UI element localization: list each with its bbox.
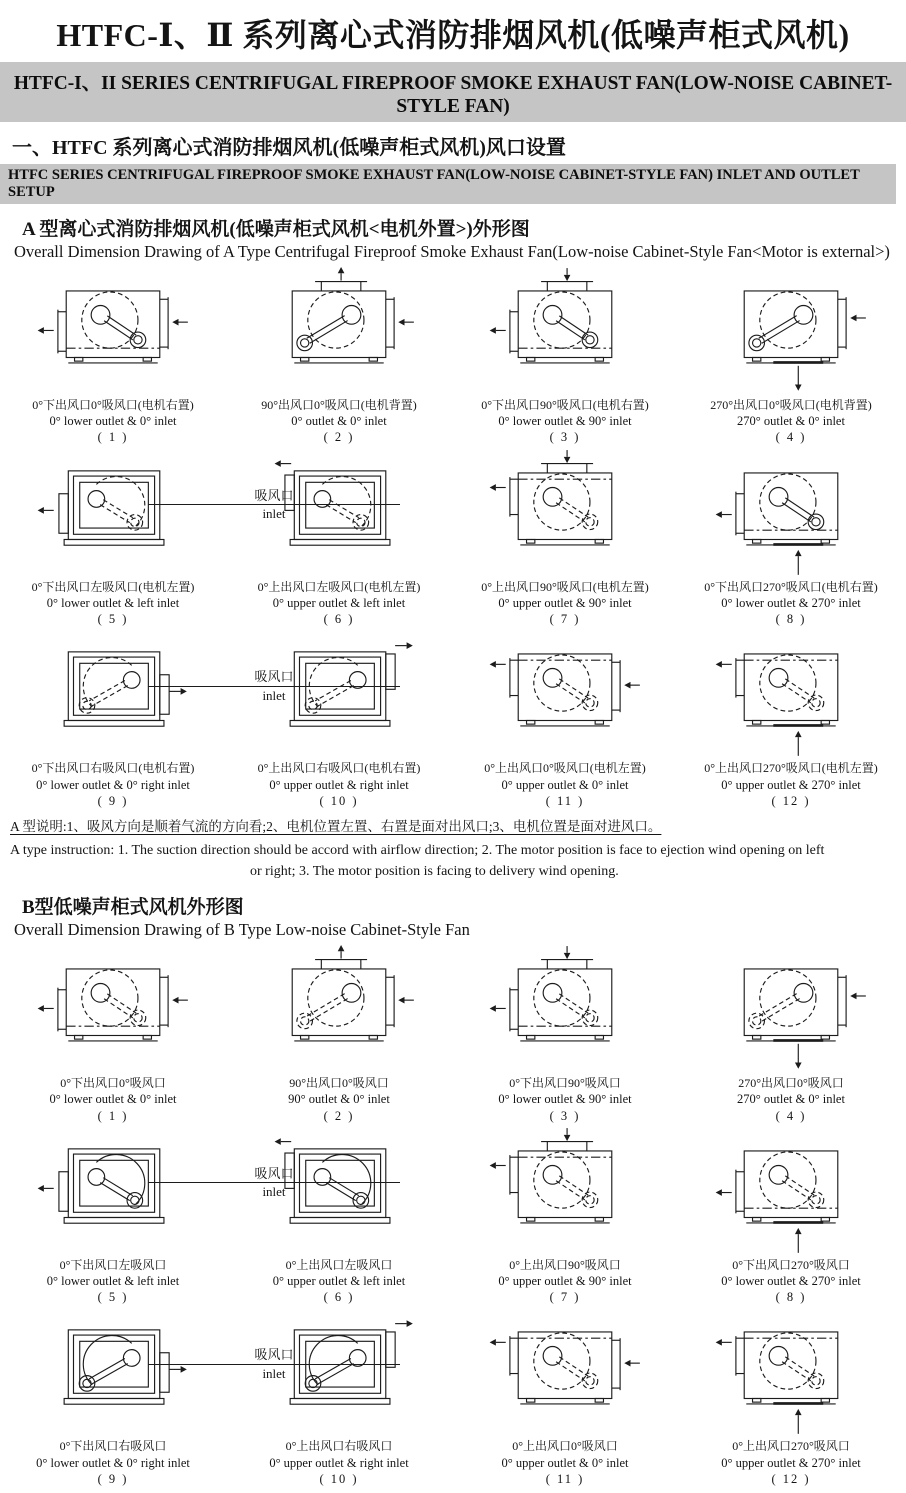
fan-diagram [487, 448, 643, 579]
fan-diagram [261, 448, 417, 579]
figure-number: ( 4 ) [775, 430, 807, 445]
caption-en: 0° upper outlet & 270° inlet [721, 1455, 861, 1470]
fan-diagram [713, 1307, 869, 1438]
figure-number: ( 4 ) [775, 1108, 807, 1123]
caption-cn: 90°出风口0°吸风口(电机背置) [261, 398, 417, 412]
diagram-row [0, 446, 906, 628]
fan-diagram [713, 629, 869, 760]
fan-diagram [713, 448, 869, 579]
fan-diagram [35, 266, 191, 397]
fan-config-cell [226, 627, 452, 809]
caption-en: 0° upper outlet & left inlet [272, 1273, 406, 1288]
fan-config-cell [226, 942, 452, 1124]
caption-cn: 0°下出风口右吸风口(电机右置) [31, 761, 195, 776]
inlet-label-cn: 吸风口 [254, 1165, 294, 1181]
section-b-heading-en: Overall Dimension Drawing of B Type Low-noise Cabinet-Style Fan [14, 920, 470, 940]
fan-config-cell [0, 627, 226, 809]
caption-cn: 270°出风口0°吸风口(电机背置) [710, 398, 872, 412]
inlet-label-en: inlet [262, 687, 286, 703]
a-type-note-en-line1: A type instruction: 1. The suction direction should be accord with airflow direction; 2. The motor position is face to ejection wind opening on left [10, 843, 825, 859]
fan-diagram [713, 944, 869, 1075]
figure-number: ( 7 ) [549, 1290, 581, 1305]
caption-cn: 0°上出风口右吸风口 [285, 1439, 393, 1454]
section-heading-cn: 一、HTFC 系列离心式消防排烟风机(低噪声柜式风机)风口设置 [12, 137, 566, 159]
figure-number: ( 9 ) [97, 793, 129, 808]
fan-config-cell [452, 1305, 678, 1487]
caption-en: 0° lower outlet & 270° inlet [721, 595, 861, 610]
diagram-row [0, 1305, 906, 1487]
caption-en: 0° lower outlet & left inlet [46, 1273, 180, 1288]
figure-number: ( 8 ) [775, 1290, 807, 1305]
fan-config-cell [226, 446, 452, 628]
series-banner-text: HTFC-I、II SERIES CENTRIFUGAL FIREPROOF SMOKE EXHAUST FAN(LOW-NOISE CABINET-STYLE FAN) [13, 72, 893, 117]
caption-cn: 270°出风口0°吸风口 [738, 1076, 844, 1091]
caption-cn: 0°下出风口270°吸风口 [732, 1257, 850, 1272]
caption-cn: 0°上出风口270°吸风口(电机左置) [704, 761, 878, 776]
fan-diagram [35, 1126, 191, 1257]
figure-number: ( 6 ) [323, 1290, 355, 1305]
section-a-heading-cn: A 型离心式消防排烟风机(低噪声柜式风机<电机外置>)外形图 [22, 219, 530, 240]
figure-number: ( 12 ) [771, 1471, 811, 1486]
caption-en: 0° lower outlet & 270° inlet [721, 1273, 861, 1288]
caption-en: 0° upper outlet & right inlet [269, 777, 409, 792]
caption-cn: 0°下出风口0°吸风口(电机右置) [32, 398, 194, 412]
fan-config-cell [678, 446, 904, 628]
caption-en: 0° lower outlet & 0° inlet [49, 414, 177, 429]
figure-number: ( 11 ) [545, 1471, 585, 1486]
caption-cn: 0°上出风口90°吸风口 [509, 1257, 621, 1272]
fan-config-cell [452, 942, 678, 1124]
caption-cn: 0°下出风口90°吸风口(电机右置) [481, 398, 649, 412]
caption-en: 0° upper outlet & right inlet [269, 1455, 409, 1470]
inlet-label-en: inlet [262, 1366, 286, 1382]
fan-config-cell [452, 1124, 678, 1306]
figure-number: ( 2 ) [323, 1108, 355, 1123]
figure-number: ( 2 ) [323, 430, 355, 445]
fan-diagram [487, 629, 643, 760]
figure-number: ( 3 ) [549, 430, 581, 445]
fan-diagram [35, 1307, 191, 1438]
caption-en: 0° upper outlet & 270° inlet [721, 777, 861, 792]
figure-number: ( 8 ) [775, 612, 807, 627]
fan-config-cell [226, 264, 452, 446]
caption-cn: 0°上出风口270°吸风口 [732, 1439, 850, 1454]
figure-number: ( 12 ) [771, 793, 811, 808]
caption-cn: 0°上出风口右吸风口(电机右置) [257, 761, 421, 776]
fan-diagram [261, 944, 417, 1075]
caption-cn: 0°上出风口0°吸风口(电机左置) [484, 761, 646, 776]
fan-config-cell [452, 446, 678, 628]
caption-cn: 0°下出风口右吸风口 [59, 1439, 167, 1454]
caption-en: 0° upper outlet & 0° inlet [501, 777, 629, 792]
fan-config-cell [678, 627, 904, 809]
series-banner [0, 62, 906, 122]
fan-diagram [487, 1307, 643, 1438]
caption-en: 0° lower outlet & 0° right inlet [36, 1455, 190, 1470]
figure-number: ( 7 ) [549, 612, 581, 627]
caption-cn: 0°下出风口270°吸风口(电机右置) [704, 579, 878, 594]
caption-en: 0° lower outlet & left inlet [46, 595, 180, 610]
page-title: HTFC-Ⅰ、Ⅱ 系列离心式消防排烟风机(低噪声柜式风机) [56, 17, 850, 53]
caption-cn: 0°上出风口0°吸风口 [512, 1439, 618, 1454]
fan-diagram [261, 266, 417, 397]
fan-diagram [487, 944, 643, 1075]
caption-en: 0° lower outlet & 90° inlet [498, 1092, 632, 1107]
caption-en: 0° upper outlet & 0° inlet [501, 1455, 629, 1470]
fan-diagram [35, 629, 191, 760]
fan-config-cell [0, 264, 226, 446]
figure-number: ( 1 ) [97, 1108, 129, 1123]
fan-diagram [487, 1126, 643, 1257]
figure-number: ( 10 ) [319, 793, 359, 808]
figure-number: ( 1 ) [97, 430, 129, 445]
caption-cn: 0°下出风口0°吸风口 [60, 1076, 166, 1091]
a-type-note [10, 815, 906, 882]
fan-config-cell [678, 942, 904, 1124]
diagram-row [0, 627, 906, 809]
caption-en: 0° lower outlet & 0° inlet [49, 1092, 177, 1107]
figure-number: ( 5 ) [97, 1290, 129, 1305]
fan-diagram [261, 1307, 417, 1438]
caption-en: 0° upper outlet & left inlet [272, 595, 406, 610]
fan-diagram [35, 944, 191, 1075]
a-type-note-en [10, 840, 906, 882]
inlet-label-en: inlet [262, 1184, 286, 1200]
section-a-diagram-grid [0, 264, 906, 809]
fan-diagram [261, 1126, 417, 1257]
fan-config-cell [678, 1305, 904, 1487]
section-a [0, 214, 906, 882]
fan-config-cell [226, 1124, 452, 1306]
caption-en: 0° lower outlet & 90° inlet [498, 414, 632, 429]
figure-number: ( 6 ) [323, 612, 355, 627]
caption-cn: 0°下出风口90°吸风口 [509, 1076, 621, 1091]
figure-number: ( 5 ) [97, 612, 129, 627]
caption-cn: 0°下出风口左吸风口 [59, 1257, 167, 1272]
inlet-label-cn: 吸风口 [254, 487, 294, 503]
inlet-label-en: inlet [262, 506, 286, 522]
caption-en: 270° outlet & 0° inlet [737, 414, 845, 429]
a-type-note-en-line2: or right; 3. The motor position is facing to delivery wind opening. [250, 864, 619, 880]
fan-config-cell [0, 446, 226, 628]
caption-en: 0° upper outlet & 90° inlet [498, 1273, 632, 1288]
section-b-diagram-grid [0, 942, 906, 1487]
fan-config-cell [452, 627, 678, 809]
caption-cn: 0°上出风口左吸风口 [285, 1257, 393, 1272]
caption-cn: 0°上出风口左吸风口(电机左置) [257, 579, 421, 594]
caption-cn: 0°下出风口左吸风口(电机左置) [31, 579, 195, 594]
caption-en: 0° lower outlet & 0° right inlet [36, 777, 190, 792]
caption-en: 0° outlet & 0° inlet [291, 414, 387, 429]
fan-diagram [713, 266, 869, 397]
a-type-note-cn: A 型说明:1、吸风方向是顺着气流的方向看;2、电机位置左置、右置是面对出风口;3、电机位置是面对进风口。 [10, 819, 662, 835]
diagram-row [0, 1124, 906, 1306]
fan-diagram [713, 1126, 869, 1257]
fan-config-cell [226, 1305, 452, 1487]
caption-cn: 90°出风口0°吸风口 [289, 1076, 389, 1091]
fan-diagram [35, 448, 191, 579]
fan-config-cell [0, 942, 226, 1124]
fan-diagram [487, 266, 643, 397]
inlet-label-cn: 吸风口 [254, 669, 294, 685]
fan-config-cell [678, 1124, 904, 1306]
fan-config-cell [452, 264, 678, 446]
figure-number: ( 10 ) [319, 1471, 359, 1486]
fan-diagram [261, 629, 417, 760]
section-b [0, 892, 906, 1487]
caption-en: 90° outlet & 0° inlet [288, 1092, 390, 1107]
figure-number: ( 3 ) [549, 1108, 581, 1123]
caption-cn: 0°上出风口90°吸风口(电机左置) [481, 579, 649, 594]
figure-number: ( 11 ) [545, 793, 585, 808]
fan-config-cell [678, 264, 904, 446]
inlet-label-cn: 吸风口 [254, 1347, 294, 1363]
fan-config-cell [0, 1124, 226, 1306]
fan-config-cell [0, 1305, 226, 1487]
section-banner-text: HTFC SERIES CENTRIFUGAL FIREPROOF SMOKE EXHAUST FAN(LOW-NOISE CABINET-STYLE FAN) INLET AND OUTLET SETUP [8, 167, 860, 200]
figure-number: ( 9 ) [97, 1471, 129, 1486]
section-banner [0, 164, 896, 204]
diagram-row [0, 264, 906, 446]
caption-en: 270° outlet & 0° inlet [737, 1092, 845, 1107]
diagram-row [0, 942, 906, 1124]
section-a-heading-en: Overall Dimension Drawing of A Type Centrifugal Fireproof Smoke Exhaust Fan(Low-noise Cabinet-Style Fan<Motor is external>) [14, 242, 890, 261]
section-b-heading-cn: B型低噪声柜式风机外形图 [22, 897, 244, 919]
caption-en: 0° upper outlet & 90° inlet [498, 595, 632, 610]
